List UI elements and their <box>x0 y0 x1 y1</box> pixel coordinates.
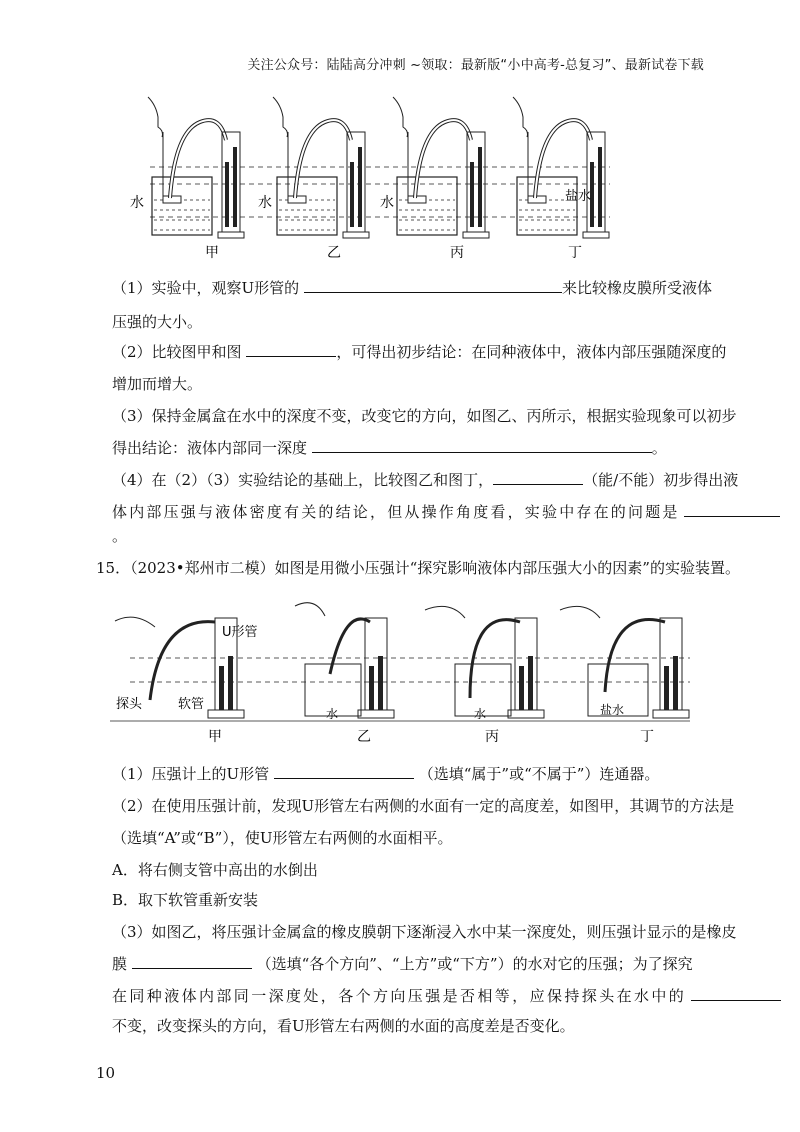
answer-blank[interactable] <box>274 764 414 779</box>
q14-part3: 得出结论：液体内部同一深度 。 <box>112 439 667 457</box>
page-header: 关注公众号：陆陆高分冲刺 ~领取：最新版“小中高考-总复习”、最新试卷下载 <box>247 58 704 73</box>
svg-text:盐水: 盐水 <box>600 703 625 717</box>
q14-part4b: 体内部压强与液体密度有关的结论，但从操作角度看，实验中存在的问题是 <box>112 502 780 522</box>
hose-label: 软管 <box>178 697 205 712</box>
q15-part3: 膜 （选填“各个方向”、“上方”或“下方”）的水对它的压强；为了探究 <box>112 955 693 973</box>
q15-part3b: 在同种液体内部同一深度处，各个方向压强是否相等，应保持探头在水中的 <box>112 986 781 1006</box>
svg-text:乙: 乙 <box>357 729 371 745</box>
fig1-label-bing: 丙 <box>450 245 464 261</box>
svg-text:甲: 甲 <box>208 729 222 745</box>
svg-text:水: 水 <box>380 195 394 211</box>
page-number: 10 <box>96 1064 116 1082</box>
q15-title: 15．（2023•郑州市二模）如图是用微小压强计“探究影响液体内部压强大小的因素”的实验装置。 <box>96 559 740 577</box>
svg-text:水: 水 <box>326 707 339 721</box>
answer-blank[interactable] <box>246 342 336 357</box>
utube-label: U形管 <box>222 625 258 640</box>
q15-part1: （1）压强计上的U形管 （选填“属于”或“不属于”）连通器。 <box>112 765 660 783</box>
answer-blank[interactable] <box>312 438 652 453</box>
fig1-label-jia: 甲 <box>205 245 219 261</box>
fig1-label-yi: 乙 <box>327 245 341 261</box>
q14-part1: （1）实验中，观察U形管的 来比较橡皮膜所受液体 <box>112 279 712 297</box>
fig1-label-ding: 丁 <box>568 245 582 261</box>
answer-blank[interactable] <box>304 278 562 293</box>
svg-text:水: 水 <box>258 195 272 211</box>
svg-text:丁: 丁 <box>640 729 654 745</box>
probe-label: 探头 <box>116 697 143 712</box>
figure-pressure-experiment-2 <box>0 596 800 746</box>
svg-text:盐水: 盐水 <box>565 189 592 204</box>
svg-text:水: 水 <box>474 707 487 721</box>
figure-pressure-experiment-1 <box>0 92 800 262</box>
answer-blank[interactable] <box>684 502 780 517</box>
q14-part2: （2）比较图甲和图 ，可得出初步结论：在同种液体中，液体内部压强随深度的 <box>112 343 727 361</box>
q15-option-a: A．将右侧支管中高出的水倒出 <box>112 861 318 879</box>
answer-blank[interactable] <box>493 470 583 485</box>
q14-part4: （4）在（2）（3）实验结论的基础上，比较图乙和图丁， （能/不能）初步得出液 <box>112 471 739 489</box>
answer-blank[interactable] <box>132 954 252 969</box>
svg-text:丙: 丙 <box>485 729 499 745</box>
fig1-liquid-label: 水 <box>130 195 144 211</box>
answer-blank[interactable] <box>691 986 781 1001</box>
q15-option-b: B．取下软管重新安装 <box>112 891 259 909</box>
